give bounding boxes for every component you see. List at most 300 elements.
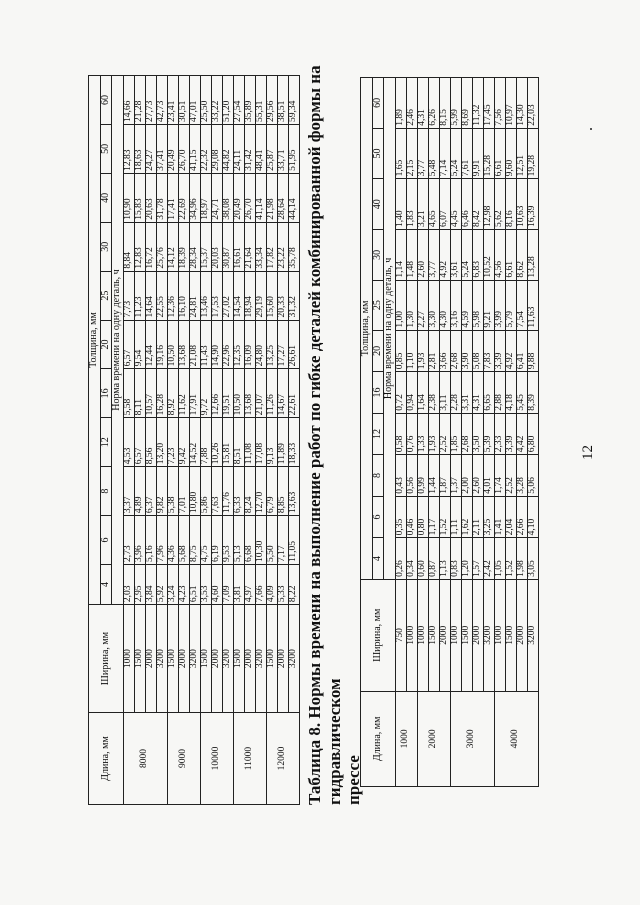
norm-value-cell: 0,94 [406,372,417,414]
norm-value-cell: 3,24 [167,564,178,604]
norm-value-cell: 33,22 [211,76,222,125]
norm-value-cell: 5,50 [266,516,277,565]
norm-value-cell: 1,93 [417,330,428,372]
table-row [472,78,483,787]
norm-value-cell: 18,39 [178,222,189,271]
thickness-value: 30 [372,230,384,281]
norm-value-cell: 24,80 [255,320,266,369]
norm-value-cell: 4,18 [505,372,516,414]
table-row [189,76,200,805]
norm-value-cell: 29,08 [211,124,222,173]
norm-value-cell: 24,27 [145,124,156,173]
norm-value-cell: 1,87 [439,455,450,497]
norm-value-cell: 27,54 [233,76,244,125]
norm-value-cell: 9,13 [266,418,277,467]
norm-value-cell: 6,68 [244,516,255,565]
table-row [123,76,134,805]
thickness-header: Толщина, мм [361,78,373,580]
norm-value-cell: 2,73 [123,516,134,565]
norm-value-cell: 1,48 [406,230,417,281]
norm-value-cell: 30,51 [178,76,189,125]
norm-value-cell: 4,92 [439,230,450,281]
norm-value-cell: 13,68 [244,369,255,418]
norm-value-cell: 3,11 [439,372,450,414]
norm-value-cell: 10,30 [255,516,266,565]
norm-value-cell: 4,89 [134,467,145,516]
norm-value-cell: 22,03 [527,78,538,129]
norm-value-cell: 28,64 [277,173,288,222]
norm-subheader: Норма времени на одну деталь, ч [112,76,124,605]
thickness-value: 8 [100,467,112,516]
norm-value-cell: 25,87 [266,124,277,173]
table-row [266,76,277,805]
norm-value-cell: 1,40 [395,179,406,230]
norm-value-cell: 1,17 [428,496,439,538]
norm-value-cell: 41,14 [255,173,266,222]
thickness-value: 25 [100,271,112,320]
norm-value-cell: 25,76 [156,222,167,271]
norm-value-cell: 1,52 [439,496,450,538]
norm-value-cell: 2,04 [505,496,516,538]
norm-value-cell: 44,14 [288,173,299,222]
norm-value-cell: 2,60 [472,455,483,497]
norm-value-cell: 23,41 [167,76,178,125]
caption-line-1: Таблица 8. Нормы времени на выполнение работ по гибке деталей комбинированной формы на гидравлическом [305,65,344,805]
table-row [145,76,156,805]
width-cell: 1500 [505,579,516,691]
thickness-value: 16 [100,369,112,418]
norm-value-cell: 18,94 [244,271,255,320]
norm-value-cell: 12,36 [167,271,178,320]
thickness-value: 60 [372,78,384,129]
norm-value-cell: 13,25 [266,320,277,369]
norm-value-cell: 7,56 [494,78,505,129]
thickness-value: 20 [100,320,112,369]
norm-value-cell: 17,91 [189,369,200,418]
norm-value-cell: 41,15 [189,124,200,173]
norm-value-cell: 1,65 [395,128,406,179]
norm-value-cell: 21,98 [266,173,277,222]
norm-value-cell: 3,16 [450,280,461,330]
norm-value-cell: 0,72 [395,372,406,414]
norm-value-cell: 12,98 [483,179,494,230]
width-cell: 1000 [450,579,461,691]
norm-value-cell: 5,33 [277,564,288,604]
norm-value-cell: 24,81 [189,271,200,320]
width-cell: 1500 [461,579,472,691]
norm-value-cell: 15,60 [266,271,277,320]
table-row [494,78,505,787]
width-cell: 2000 [211,605,222,713]
norm-value-cell: 11,23 [134,271,145,320]
norm-value-cell: 2,03 [123,564,134,604]
norm-value-cell: 55,31 [255,76,266,125]
table-row [406,78,417,787]
norm-value-cell: 2,68 [450,330,461,372]
norm-value-cell: 3,77 [417,128,428,179]
norm-value-cell: 6,26 [428,78,439,129]
norm-value-cell: 16,39 [527,179,538,230]
norm-value-cell: 3,37 [123,467,134,516]
norm-value-cell: 6,61 [494,128,505,179]
norm-value-cell: 14,54 [233,271,244,320]
norm-value-cell: 6,07 [439,179,450,230]
norm-value-cell: 17,53 [211,271,222,320]
norm-value-cell: 5,06 [527,455,538,497]
norm-value-cell: 9,60 [505,128,516,179]
norm-value-cell: 2,38 [428,372,439,414]
norm-value-cell: 16,61 [233,222,244,271]
width-cell: 1500 [428,579,439,691]
page-number: 12 [580,445,596,460]
norm-value-cell: 2,46 [406,78,417,129]
norm-value-cell: 1,05 [494,538,505,580]
norm-value-cell: 13,63 [288,467,299,516]
table-row [167,76,178,805]
width-cell: 1000 [494,579,505,691]
norm-value-cell: 2,27 [417,280,428,330]
width-cell: 2000 [277,605,288,713]
width-cell: 2000 [178,605,189,713]
table-row [222,76,233,805]
norm-value-cell: 1,93 [428,413,439,455]
thickness-value: 8 [372,455,384,497]
norm-value-cell: 1,20 [461,538,472,580]
norm-value-cell: 10,80 [189,467,200,516]
norm-value-cell: 5,45 [516,372,527,414]
norm-value-cell: 16,10 [178,271,189,320]
norm-value-cell: 34,96 [189,173,200,222]
norm-value-cell: 19,16 [156,320,167,369]
length-cell: 1000 [395,691,417,786]
width-cell: 3200 [222,605,233,713]
norm-value-cell: 6,79 [266,467,277,516]
norm-value-cell: 5,86 [200,467,211,516]
norm-value-cell: 11,89 [277,418,288,467]
norm-value-cell: 8,15 [439,78,450,129]
table-row [288,76,299,805]
norm-value-cell: 35,89 [244,76,255,125]
norm-value-cell: 3,31 [461,372,472,414]
thickness-header: Толщина, мм [89,76,101,605]
norm-value-cell: 7,09 [222,564,233,604]
norm-value-cell: 17,08 [255,418,266,467]
norm-value-cell: 3,30 [428,280,439,330]
norm-value-cell: 3,96 [134,516,145,565]
norm-value-cell: 10,90 [123,173,134,222]
norm-value-cell: 4,09 [266,564,277,604]
norm-value-cell: 18,33 [288,418,299,467]
norm-value-cell: 44,82 [222,124,233,173]
thickness-value: 40 [372,179,384,230]
norm-value-cell: 5,16 [145,516,156,565]
width-cell: 3200 [483,579,494,691]
norm-value-cell: 7,01 [178,467,189,516]
norm-value-cell: 13,68 [178,320,189,369]
norm-value-cell: 11,26 [266,369,277,418]
norm-value-cell: 11,43 [200,320,211,369]
norm-value-cell: 17,82 [266,222,277,271]
length-header: Длина, мм [89,713,124,805]
norm-value-cell: 7,61 [461,128,472,179]
norm-value-cell: 26,61 [288,320,299,369]
norm-value-cell: 0,87 [428,538,439,580]
norm-value-cell: 23,22 [277,222,288,271]
norm-value-cell: 3,66 [439,330,450,372]
norm-value-cell: 11,76 [222,467,233,516]
norm-value-cell: 7,73 [123,271,134,320]
norm-value-cell: 21,28 [134,76,145,125]
norm-value-cell: 0,58 [395,413,406,455]
norm-value-cell: 2,88 [494,372,505,414]
norm-value-cell: 31,78 [156,173,167,222]
norm-value-cell: 1,11 [450,496,461,538]
norm-value-cell: 11,32 [472,78,483,129]
table-row [439,78,450,787]
norm-value-cell: 2,68 [461,413,472,455]
thickness-value: 4 [100,564,112,604]
norm-value-cell: 22,55 [156,271,167,320]
norm-value-cell: 2,11 [472,496,483,538]
norm-value-cell: 7,88 [200,418,211,467]
norm-value-cell: 1,89 [395,78,406,129]
norm-value-cell: 13,20 [156,418,167,467]
norm-value-cell: 9,53 [222,516,233,565]
norm-value-cell: 9,72 [200,369,211,418]
norm-value-cell: 8,69 [461,78,472,129]
norm-value-cell: 5,79 [505,280,516,330]
norm-value-cell: 1,13 [439,538,450,580]
length-cell: 12000 [266,713,299,805]
norm-value-cell: 38,51 [277,76,288,125]
norm-value-cell: 24,11 [233,124,244,173]
norm-value-cell: 4,31 [417,78,428,129]
norm-value-cell: 3,05 [527,538,538,580]
norm-value-cell: 8,75 [189,516,200,565]
norm-value-cell: 1,41 [494,496,505,538]
norm-value-cell: 22,32 [200,124,211,173]
norm-value-cell: 7,96 [156,516,167,565]
norm-value-cell: 7,17 [277,516,288,565]
norm-value-cell: 0,56 [406,455,417,497]
length-cell: 4000 [494,691,538,786]
norm-value-cell: 6,51 [189,564,200,604]
norm-value-cell: 1,57 [472,538,483,580]
length-cell: 3000 [450,691,494,786]
table-row [428,78,439,787]
norm-value-cell: 5,68 [178,516,189,565]
norm-value-cell: 8,56 [145,418,156,467]
norm-value-cell: 1,37 [450,455,461,497]
norm-value-cell: 59,34 [288,76,299,125]
norm-value-cell: 3,61 [450,230,461,281]
norm-value-cell: 16,28 [156,369,167,418]
norm-value-cell: 29,56 [266,76,277,125]
norm-value-cell: 4,59 [461,280,472,330]
norm-value-cell: 20,03 [211,222,222,271]
norm-value-cell: 1,83 [406,179,417,230]
norm-value-cell: 8,92 [167,369,178,418]
norm-value-cell: 8,84 [123,222,134,271]
norm-value-cell: 51,95 [288,124,299,173]
thickness-value: 20 [372,330,384,372]
norm-value-cell: 6,37 [145,467,156,516]
norm-value-cell: 6,33 [233,467,244,516]
norm-value-cell: 3,77 [428,230,439,281]
table-caption [305,65,364,805]
norm-value-cell: 2,60 [417,230,428,281]
width-cell: 3200 [255,605,266,713]
norm-value-cell: 15,81 [222,418,233,467]
norm-value-cell: 5,58 [123,369,134,418]
norm-value-cell: 0,43 [395,455,406,497]
norm-value-cell: 6,61 [505,230,516,281]
table-row [527,78,538,787]
norm-value-cell: 5,24 [461,230,472,281]
width-cell: 1500 [266,605,277,713]
norm-value-cell: 7,23 [167,418,178,467]
norm-value-cell: 1,14 [395,230,406,281]
norm-subheader: Норма времени на одну деталь, ч [384,78,396,580]
norm-value-cell: 7,83 [483,330,494,372]
norm-value-cell: 1,74 [494,455,505,497]
norm-value-cell: 0,26 [395,538,406,580]
norm-value-cell: 6,19 [211,516,222,565]
width-header: Ширина, мм [361,579,396,691]
norm-value-cell: 7,66 [255,564,266,604]
table-row [255,76,266,805]
norm-value-cell: 3,21 [417,179,428,230]
thickness-value: 6 [372,496,384,538]
norm-value-cell: 10,63 [516,179,527,230]
norm-value-cell: 14,90 [211,320,222,369]
norm-value-cell: 42,73 [156,76,167,125]
norm-value-cell: 14,12 [167,222,178,271]
norm-value-cell: 10,26 [211,418,222,467]
norm-value-cell: 9,88 [527,330,538,372]
norm-value-cell: 6,83 [472,230,483,281]
time-norms-table-2 [360,77,539,787]
thickness-value: 60 [100,76,112,125]
norm-value-cell: 24,71 [211,173,222,222]
norm-value-cell: 21,64 [244,222,255,271]
norm-value-cell: 26,70 [178,124,189,173]
norm-value-cell: 16,09 [244,320,255,369]
norm-value-cell: 3,25 [483,496,494,538]
norm-value-cell: 20,33 [277,271,288,320]
norm-value-cell: 10,57 [145,369,156,418]
thickness-value: 30 [100,222,112,271]
length-cell: 11000 [233,713,266,805]
norm-value-cell: 5,24 [450,128,461,179]
table-row [233,76,244,805]
table-row [417,78,428,787]
norm-value-cell: 15,83 [134,173,145,222]
norm-value-cell: 8,51 [233,418,244,467]
width-cell: 1500 [200,605,211,713]
table-row [211,76,222,805]
norm-value-cell: 1,98 [516,538,527,580]
norm-value-cell: 3,39 [494,330,505,372]
norm-value-cell: 2,66 [516,496,527,538]
norm-value-cell: 18,63 [134,124,145,173]
norm-value-cell: 8,85 [277,467,288,516]
norm-value-cell: 7,63 [211,467,222,516]
norm-value-cell: 6,46 [461,179,472,230]
time-norms-table-1 [88,75,300,805]
norm-value-cell: 2,42 [483,538,494,580]
norm-value-cell: 11,08 [244,418,255,467]
length-cell: 2000 [417,691,450,786]
norm-value-cell: 10,52 [483,230,494,281]
norm-value-cell: 8,24 [244,467,255,516]
norm-value-cell: 4,36 [167,516,178,565]
norm-value-cell: 9,21 [483,280,494,330]
norm-value-cell: 1,85 [450,413,461,455]
norm-value-cell: 29,19 [255,271,266,320]
norm-value-cell: 16,72 [145,222,156,271]
width-cell: 3200 [527,579,538,691]
width-cell: 750 [395,579,406,691]
norm-value-cell: 12,66 [211,369,222,418]
stray-mark [590,128,592,130]
norm-value-cell: 51,20 [222,76,233,125]
norm-value-cell: 2,28 [450,372,461,414]
length-cell: 10000 [200,713,233,805]
width-cell: 2000 [516,579,527,691]
norm-value-cell: 5,62 [494,179,505,230]
norm-value-cell: 14,67 [277,369,288,418]
norm-value-cell: 22,61 [288,369,299,418]
norm-value-cell: 3,50 [472,413,483,455]
norm-value-cell: 1,52 [505,538,516,580]
norm-value-cell: 4,23 [178,564,189,604]
norm-value-cell: 3,99 [494,280,505,330]
norm-value-cell: 4,30 [439,280,450,330]
norm-value-cell: 47,01 [189,76,200,125]
norm-value-cell: 48,41 [255,124,266,173]
thickness-value: 12 [100,418,112,467]
norm-value-cell: 0,76 [406,413,417,455]
norm-value-cell: 3,53 [200,564,211,604]
table-row [156,76,167,805]
width-cell: 1000 [123,605,134,713]
table-row [461,78,472,787]
width-cell: 3200 [189,605,200,713]
norm-value-cell: 8,39 [527,372,538,414]
norm-value-cell: 12,83 [134,222,145,271]
norm-value-cell: 10,97 [505,78,516,129]
norm-value-cell: 21,08 [189,320,200,369]
norm-value-cell: 4,92 [505,330,516,372]
thickness-value: 40 [100,173,112,222]
norm-value-cell: 15,28 [483,128,494,179]
norm-value-cell: 2,15 [406,128,417,179]
norm-value-cell: 27,73 [145,76,156,125]
norm-value-cell: 6,65 [483,372,494,414]
norm-value-cell: 0,83 [450,538,461,580]
norm-value-cell: 2,52 [439,413,450,455]
width-cell: 1000 [417,579,428,691]
table-row [516,78,527,787]
norm-value-cell: 4,31 [472,372,483,414]
norm-value-cell: 4,10 [527,496,538,538]
norm-value-cell: 4,01 [483,455,494,497]
norm-value-cell: 17,27 [277,320,288,369]
norm-value-cell: 14,66 [123,76,134,125]
norm-value-cell: 15,37 [200,222,211,271]
norm-value-cell: 14,30 [516,78,527,129]
